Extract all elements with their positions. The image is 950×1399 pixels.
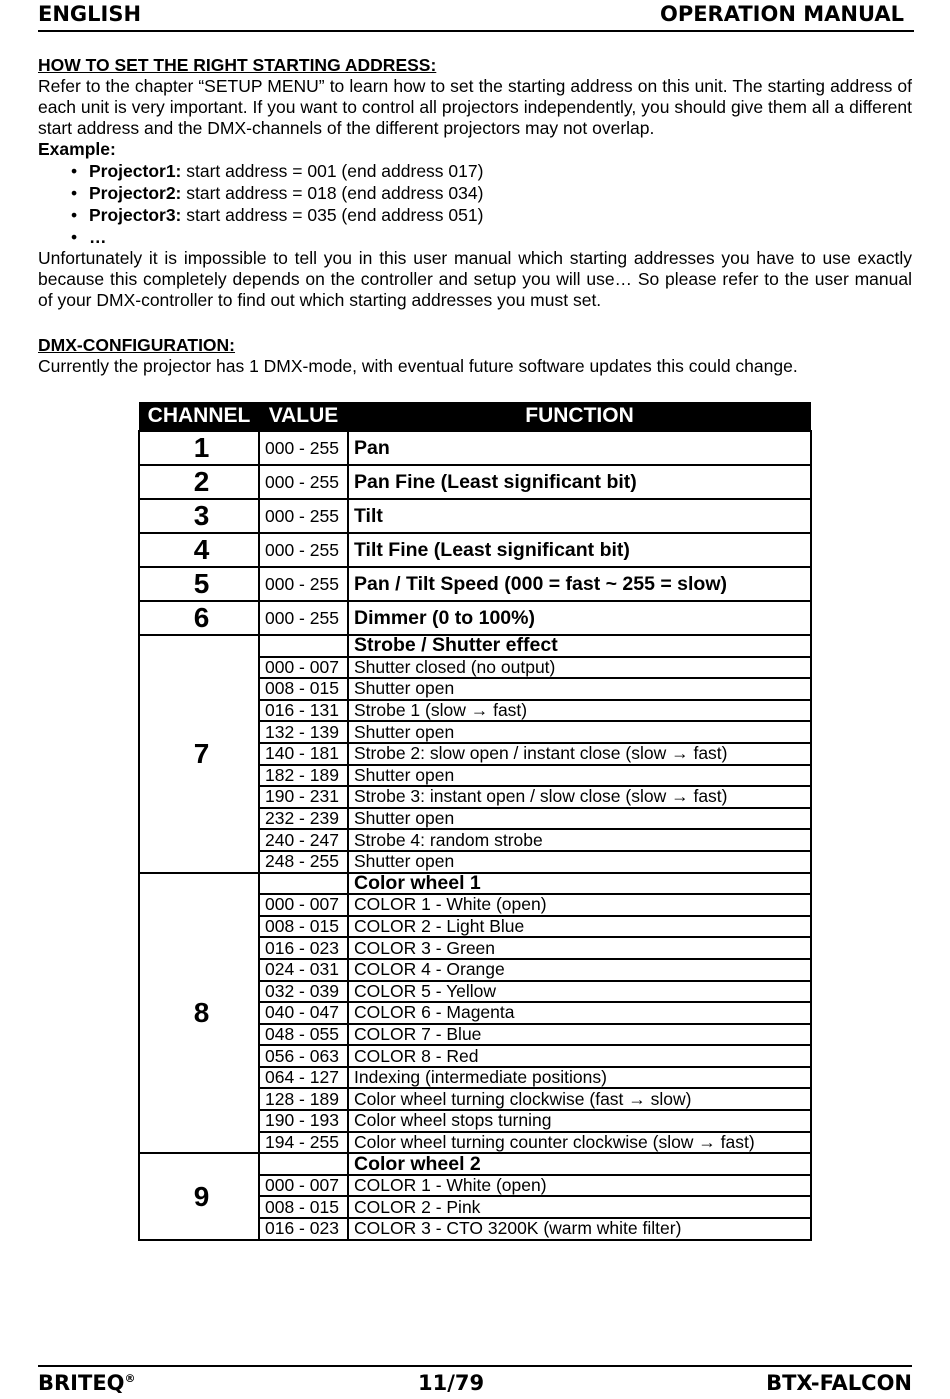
dmx-channel-table [138,402,812,1241]
footer-brand: BRITEQ® [38,1371,136,1395]
function-description: COLOR 7 - Blue [348,1024,811,1046]
example-item [89,204,912,226]
address-outro-paragraph: Unfortunately it is impossible to tell you in this user manual which starting addresses you have to use exactly because this completely depends on the controller and setup you will use… So please refer to the user manual of your DMX-controller to find out which starting addresses you must set. [38,248,912,310]
value-range: 232 - 239 [259,808,348,830]
function-description: Shutter open [348,851,811,873]
table-row [139,567,811,601]
value-range: 016 - 023 [259,937,348,959]
value-range: 000 - 255 [259,533,348,567]
page-number: 11/79 [418,1371,485,1395]
channel-number: 8 [139,873,259,1154]
function-description: Strobe 1 (slow → fast) [348,700,811,722]
example-address-text: start address = 018 (end address 034) [181,183,484,203]
value-range: 040 - 047 [259,1002,348,1024]
table-row [139,635,811,657]
function-group-title: Strobe / Shutter effect [348,635,811,657]
channel-number: 9 [139,1153,259,1239]
function-description: COLOR 3 - CTO 3200K (warm white filter) [348,1218,811,1240]
value-range: 048 - 055 [259,1024,348,1046]
dmx-intro-paragraph: Currently the projector has 1 DMX-mode, with eventual future software updates this could change. [38,356,798,376]
table-row [139,431,811,465]
example-projector-name: Projector3: [89,205,182,225]
page-body [38,55,912,377]
function-description: Pan [348,431,811,465]
value-range: 016 - 023 [259,1218,348,1240]
table-row [139,533,811,567]
header-doc-title: OPERATION MANUAL [659,2,904,26]
function-description: Color wheel turning clockwise (fast → slow) [348,1088,811,1110]
function-description: Dimmer (0 to 100%) [348,601,811,635]
function-description: COLOR 2 - Pink [348,1196,811,1218]
value-range: 008 - 015 [259,916,348,938]
value-range: 000 - 255 [259,567,348,601]
function-description: COLOR 4 - Orange [348,959,811,981]
function-description: Tilt [348,499,811,533]
value-range: 132 - 139 [259,721,348,743]
section-title-dmx: DMX-CONFIGURATION: [38,335,236,355]
function-description: COLOR 1 - White (open) [348,894,811,916]
value-range: 248 - 255 [259,851,348,873]
function-description: Strobe 4: random strobe [348,829,811,851]
function-description: Tilt Fine (Least significant bit) [348,533,811,567]
function-description: Strobe 3: instant open / slow close (slow → fast) [348,786,811,808]
table-row [139,1153,811,1175]
example-address-text: start address = 001 (end address 017) [181,161,484,181]
header-language: ENGLISH [38,2,142,26]
value-range: 140 - 181 [259,743,348,765]
example-projector-name: … [89,227,107,247]
function-description: Shutter open [348,678,811,700]
example-item [89,226,912,248]
channel-number: 2 [139,465,259,499]
function-description: Color wheel turning counter clockwise (slow → fast) [348,1132,811,1154]
function-group-title: Color wheel 2 [348,1153,811,1175]
function-description: Pan Fine (Least significant bit) [348,465,811,499]
value-range: 000 - 007 [259,894,348,916]
value-range: 000 - 007 [259,1175,348,1197]
example-item [89,160,912,182]
channel-number: 7 [139,635,259,873]
value-range: 064 - 127 [259,1067,348,1089]
function-group-title: Color wheel 1 [348,873,811,895]
value-range: 190 - 231 [259,786,348,808]
value-range: 032 - 039 [259,981,348,1003]
table-row [139,873,811,895]
function-description: COLOR 3 - Green [348,937,811,959]
footer-model: BTX-FALCON [766,1371,912,1395]
function-description: Pan / Tilt Speed (000 = fast ~ 255 = slow) [348,567,811,601]
function-description: COLOR 2 - Light Blue [348,916,811,938]
example-item [89,182,912,204]
value-range: 000 - 255 [259,465,348,499]
function-description: COLOR 8 - Red [348,1045,811,1067]
value-range: 008 - 015 [259,1196,348,1218]
value-range [259,1153,348,1175]
function-description: Shutter open [348,765,811,787]
example-address-text: start address = 035 (end address 051) [181,205,484,225]
section-title-address: HOW TO SET THE RIGHT STARTING ADDRESS: [38,55,437,75]
function-description: Strobe 2: slow open / instant close (slow → fast) [348,743,811,765]
function-description: Indexing (intermediate positions) [348,1067,811,1089]
value-range: 000 - 255 [259,601,348,635]
registered-mark: ® [124,1372,136,1385]
column-header-channel: CHANNEL [139,402,259,431]
value-range: 000 - 255 [259,499,348,533]
channel-number: 1 [139,431,259,465]
channel-number: 4 [139,533,259,567]
function-description: Shutter open [348,721,811,743]
value-range [259,873,348,895]
function-description: Shutter open [348,808,811,830]
value-range: 182 - 189 [259,765,348,787]
value-range: 008 - 015 [259,678,348,700]
example-projector-name: Projector1: [89,161,182,181]
value-range: 024 - 031 [259,959,348,981]
channel-number: 3 [139,499,259,533]
value-range: 240 - 247 [259,829,348,851]
column-header-function: FUNCTION [348,402,811,431]
value-range: 194 - 255 [259,1132,348,1154]
example-label: Example: [38,139,116,159]
function-description: Color wheel stops turning [348,1110,811,1132]
example-projector-name: Projector2: [89,183,182,203]
channel-number: 6 [139,601,259,635]
page-footer [38,1365,912,1399]
address-intro-paragraph: Refer to the chapter “SETUP MENU” to learn how to set the starting address on this unit. The starting address of each unit is very important. If you want to control all projectors independently, you should give them all a different start address and the DMX-channels of the different projectors may not overlap. [38,76,912,138]
value-range: 000 - 007 [259,657,348,679]
function-description: Shutter closed (no output) [348,657,811,679]
function-description: COLOR 1 - White (open) [348,1175,811,1197]
function-description: COLOR 6 - Magenta [348,1002,811,1024]
value-range [259,635,348,657]
value-range: 016 - 131 [259,700,348,722]
function-description: COLOR 5 - Yellow [348,981,811,1003]
value-range: 190 - 193 [259,1110,348,1132]
table-row [139,601,811,635]
table-row [139,499,811,533]
table-row [139,465,811,499]
channel-number: 5 [139,567,259,601]
example-list [38,160,912,248]
value-range: 056 - 063 [259,1045,348,1067]
page-header [38,0,914,32]
value-range: 128 - 189 [259,1088,348,1110]
column-header-value: VALUE [259,402,348,431]
value-range: 000 - 255 [259,431,348,465]
